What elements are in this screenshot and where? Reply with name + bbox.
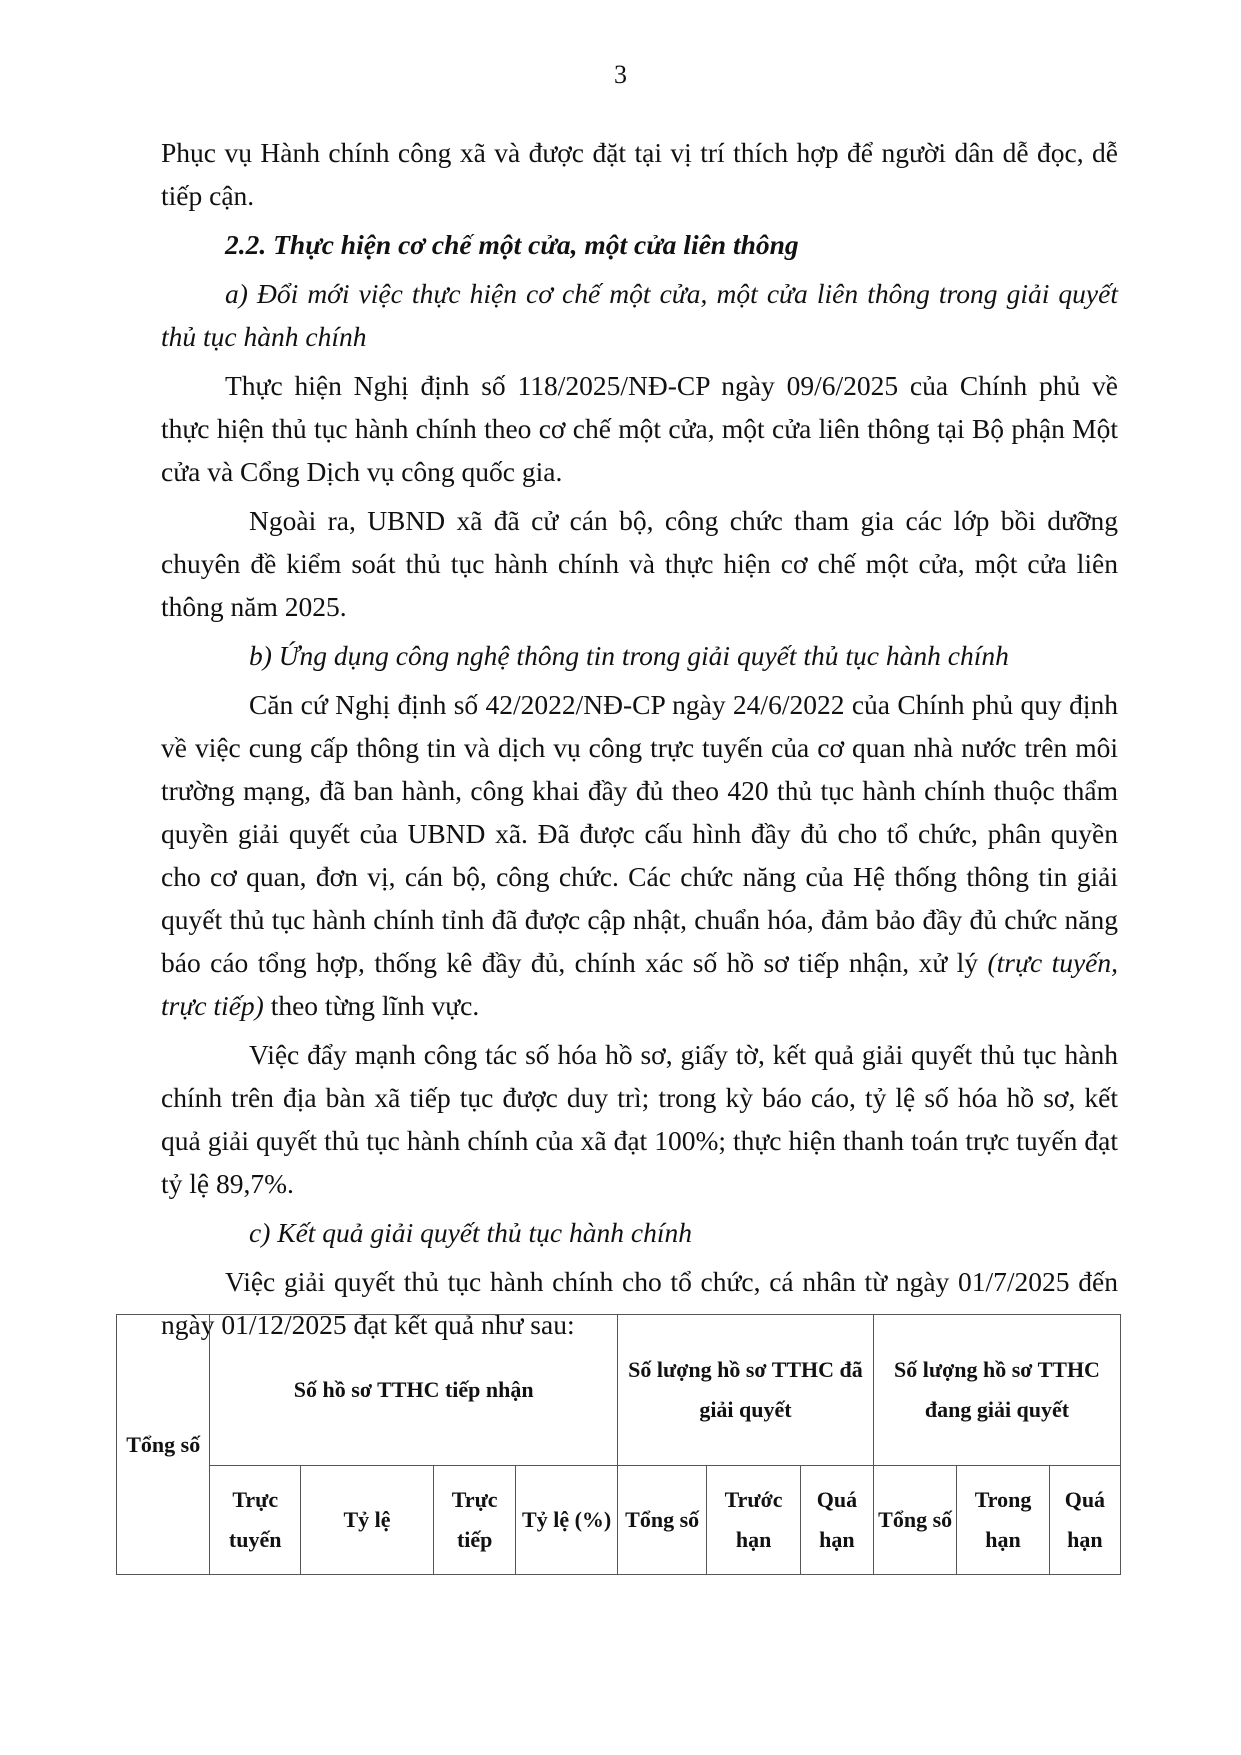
header-online-rate: Tỷ lệ xyxy=(300,1466,433,1575)
header-direct-rate: Tỷ lệ (%) xyxy=(516,1466,618,1575)
page-number: 3 xyxy=(614,60,627,89)
document-body xyxy=(161,131,1118,1346)
section-heading-2-2: 2.2. Thực hiện cơ chế một cửa, một cửa liên thông xyxy=(225,229,799,260)
decree-42-text: Căn cứ Nghị định số 42/2022/NĐ-CP ngày 24/6/2022 của Chính phủ quy định về việc cung cấp thông tin và dịch vụ công trực tuyến của cơ quan nhà nước trên môi trường mạng, đã ban hành, công khai đầy đủ theo 420 thủ tục hành chính thuộc thẩm quyền giải quyết của UBND xã. Đã được cấu hình đầy đủ cho tổ chức, phân quyền cho cơ quan, đơn vị, cán bộ, công chức. Các chức năng của Hệ thống thông tin giải quyết thủ tục hành chính tỉnh đã được cập nhật, chuẩn hóa, đảm bảo đầy đủ chức năng báo cáo tổng hợp, thống kê đầy đủ, chính xác số hồ sơ tiếp nhận, xử lý xyxy=(161,689,1118,978)
paragraph-intro: Phục vụ Hành chính công xã và được đặt tại vị trí thích hợp để người dân dễ đọc, dễ tiếp cận. xyxy=(161,137,1118,211)
header-resolved-total: Tổng số xyxy=(617,1466,706,1575)
paragraph-digitization: Việc đẩy mạnh công tác số hóa hồ sơ, giấy tờ, kết quả giải quyết thủ tục hành chính trên địa bàn xã tiếp tục được duy trì; trong kỳ báo cáo, tỷ lệ số hóa hồ sơ, kết quả giải quyết thủ tục hành chính của xã đạt 100%; thực hiện thanh toán trực tuyến đạt tỷ lệ 89,7%. xyxy=(161,1039,1118,1199)
header-received: Số hồ sơ TTHC tiếp nhận xyxy=(210,1315,617,1466)
subheading-b: b) Ứng dụng công nghệ thông tin trong giải quyết thủ tục hành chính xyxy=(249,640,1009,671)
paragraph-results-intro: Việc giải quyết thủ tục hành chính cho tổ chức, cá nhân từ ngày 01/7/2025 đến ngày 01/12/2025 đạt kết quả như sau: xyxy=(161,1266,1118,1340)
header-pending: Số lượng hồ sơ TTHC đang giải quyết xyxy=(874,1315,1121,1466)
header-pending-overdue: Quá hạn xyxy=(1049,1466,1120,1575)
subheading-c: c) Kết quả giải quyết thủ tục hành chính xyxy=(249,1217,692,1248)
header-direct: Trực tiếp xyxy=(434,1466,516,1575)
paragraph-decree-42 xyxy=(161,683,1118,1027)
results-table xyxy=(116,1314,1121,1575)
header-pending-ontime: Trong hạn xyxy=(957,1466,1049,1575)
subheading-a: a) Đổi mới việc thực hiện cơ chế một cửa, một cửa liên thông trong giải quyết thủ tục hành chính xyxy=(161,278,1118,352)
header-resolved-early: Trước hạn xyxy=(707,1466,800,1575)
paragraph-training: Ngoài ra, UBND xã đã cử cán bộ, công chức tham gia các lớp bồi dưỡng chuyên đề kiểm soát thủ tục hành chính và thực hiện cơ chế một cửa, một cửa liên thông năm 2025. xyxy=(161,505,1118,622)
header-total: Tổng số xyxy=(117,1315,210,1575)
decree-42-italic: (trực tuyến, trực tiếp) xyxy=(161,947,1118,1021)
header-resolved: Số lượng hồ sơ TTHC đã giải quyết xyxy=(617,1315,873,1466)
paragraph-decree-118: Thực hiện Nghị định số 118/2025/NĐ-CP ngày 09/6/2025 của Chính phủ về thực hiện thủ tục hành chính theo cơ chế một cửa, một cửa liên thông tại Bộ phận Một cửa và Cổng Dịch vụ công quốc gia. xyxy=(161,370,1118,487)
header-resolved-overdue: Quá hạn xyxy=(800,1466,873,1575)
decree-42-end: theo từng lĩnh vực. xyxy=(263,990,480,1021)
header-pending-total: Tổng số xyxy=(874,1466,957,1575)
header-online: Trực tuyến xyxy=(210,1466,300,1575)
